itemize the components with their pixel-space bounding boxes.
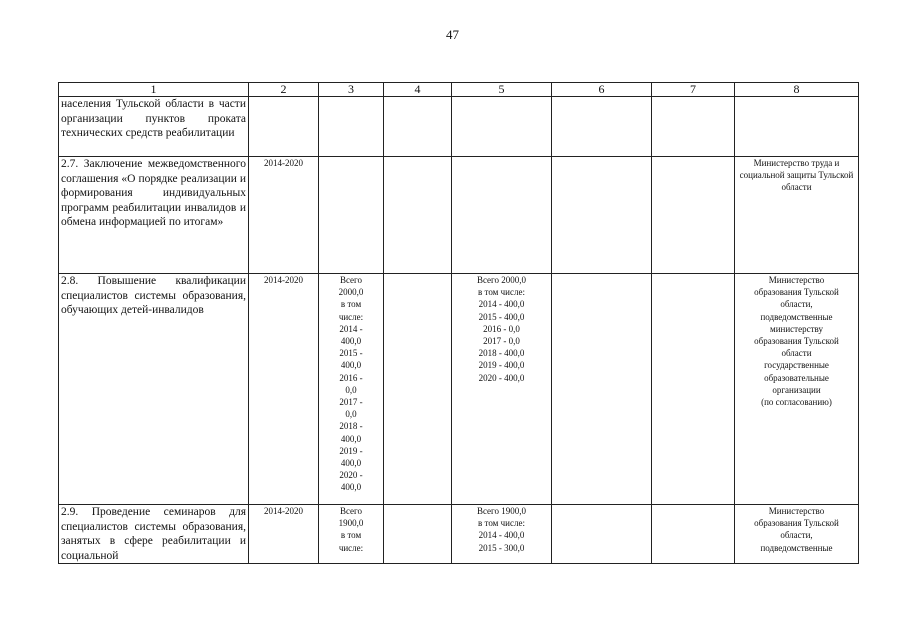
- budget-cell: [452, 97, 552, 157]
- program-measures-table: [58, 82, 859, 564]
- empty-cell: [652, 274, 735, 505]
- empty-cell: [384, 157, 452, 274]
- column-header: 7: [652, 83, 735, 97]
- column-header: 1: [59, 83, 249, 97]
- measure-name-cell: [59, 274, 249, 505]
- measure-name: 2.9. Проведение семинаров для специалистов системы образования, занятых в сфере реабилитации и социальной: [61, 506, 246, 562]
- column-header: 8: [735, 83, 859, 97]
- page-number: 47: [446, 27, 459, 42]
- empty-cell: [384, 274, 452, 505]
- budget-cell: Всего 1900,0 в том числе: 2014 - 400,0 2015 - 300,0: [452, 505, 552, 564]
- empty-cell: [552, 274, 652, 505]
- period-cell: 2014-2020: [249, 274, 319, 505]
- responsible-cell: Министерство образования Тульской области, подведомственные министерству образования Тульской области государственные образовательные организации (по согласованию): [735, 274, 859, 505]
- table-row: [59, 274, 859, 505]
- funding-cell: Всего 1900,0 в том числе:: [319, 505, 384, 564]
- responsible-cell: Министерство труда и социальной защиты Тульской области: [735, 157, 859, 274]
- empty-cell: [652, 505, 735, 564]
- period-cell: [249, 97, 319, 157]
- funding-cell: Всего 2000,0 в том числе: 2014 - 400,0 2015 - 400,0 2016 - 0,0 2017 - 0,0 2018 - 400,0 2019 - 400,0 2020 - 400,0: [319, 274, 384, 505]
- measure-name-cell: [59, 505, 249, 564]
- funding-cell: [319, 97, 384, 157]
- column-header: 3: [319, 83, 384, 97]
- measure-name: населения Тульской области в части организации пунктов проката технических средств реабилитации: [61, 98, 246, 140]
- measure-name: 2.8. Повышение квалификации специалистов системы образования, обучающих детей-инвалидов: [61, 275, 246, 317]
- responsible-cell: Министерство образования Тульской области, подведомственные: [735, 505, 859, 564]
- measure-name-cell: [59, 97, 249, 157]
- column-number-row: [59, 83, 859, 97]
- empty-cell: [552, 97, 652, 157]
- column-header: 6: [552, 83, 652, 97]
- empty-cell: [384, 505, 452, 564]
- column-header: 5: [452, 83, 552, 97]
- empty-cell: [384, 97, 452, 157]
- empty-cell: [652, 157, 735, 274]
- responsible-cell: [735, 97, 859, 157]
- column-header: 4: [384, 83, 452, 97]
- empty-cell: [552, 157, 652, 274]
- table-row: [59, 505, 859, 564]
- period-cell: 2014-2020: [249, 505, 319, 564]
- budget-cell: Всего 2000,0 в том числе: 2014 - 400,0 2015 - 400,0 2016 - 0,0 2017 - 0,0 2018 - 400,0 2019 - 400,0 2020 - 400,0: [452, 274, 552, 505]
- measure-name: 2.7. Заключение межведомственного соглашения «О порядке реализации и формирования индивидуальных программ реабилитации инвалидов и обмена информацией по итогам»: [61, 158, 246, 229]
- column-header: 2: [249, 83, 319, 97]
- period-cell: 2014-2020: [249, 157, 319, 274]
- empty-cell: [552, 505, 652, 564]
- funding-cell: [319, 157, 384, 274]
- budget-cell: [452, 157, 552, 274]
- table-row: [59, 157, 859, 274]
- measure-name-cell: [59, 157, 249, 274]
- table-row: [59, 97, 859, 157]
- empty-cell: [652, 97, 735, 157]
